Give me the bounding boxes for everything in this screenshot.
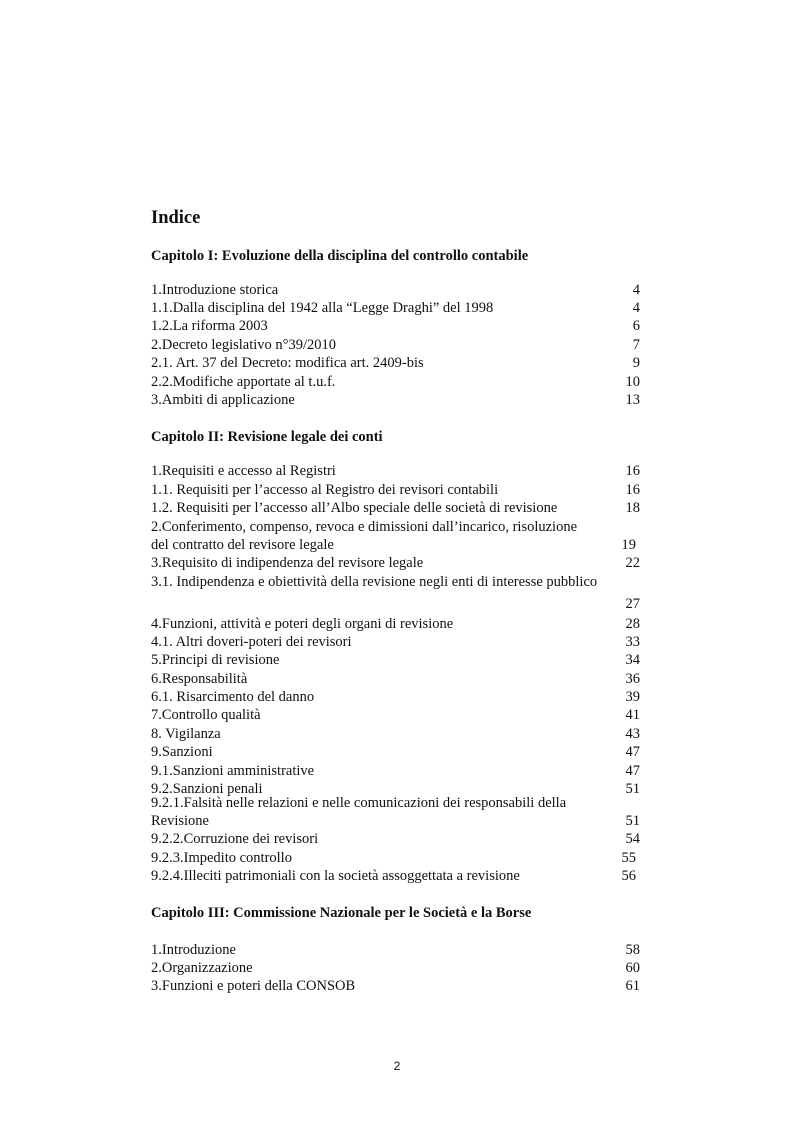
toc-entry-page: 60 <box>625 960 640 976</box>
toc-entry-text: 6.1. Risarcimento del danno <box>151 689 315 705</box>
toc-entry-text: 3.1. Indipendenza e obiettività della revisione negli enti di interesse pubblico <box>151 574 598 590</box>
toc-entry-page: 61 <box>625 978 640 994</box>
toc-entry-text: del contratto del revisore legale <box>151 537 334 553</box>
toc-entry-page: 54 <box>625 831 640 847</box>
toc-entry-text: 2.1. Art. 37 del Decreto: modifica art. 2409-bis <box>151 355 424 371</box>
toc-entry-page: 55 <box>621 850 636 866</box>
toc-entry-page: 56 <box>621 868 636 884</box>
toc-entry-text: 9.1.Sanzioni amministrative <box>151 763 315 779</box>
toc-entry-page: 28 <box>625 616 640 632</box>
toc-entry-page: 27 <box>625 596 640 612</box>
page-number: 2 <box>393 1059 401 1073</box>
toc-entry-page: 41 <box>625 707 640 723</box>
toc-entry-text: 3.Funzioni e poteri della CONSOB <box>151 978 356 994</box>
chapter-heading: Capitolo III: Commissione Nazionale per le Società e la Borse <box>151 905 532 921</box>
toc-entry-page: 47 <box>625 763 640 779</box>
toc-entry-text: 6.Responsabilità <box>151 671 248 687</box>
toc-entry-text: 4.Funzioni, attività e poteri degli organi di revisione <box>151 616 454 632</box>
toc-entry-page: 34 <box>625 652 640 668</box>
toc-entry-text: Revisione <box>151 813 209 829</box>
toc-entry-text: 2.2.Modifiche apportate al t.u.f. <box>151 374 336 390</box>
toc-entry-page: 10 <box>625 374 640 390</box>
toc-entry-text: 7.Controllo qualità <box>151 707 261 723</box>
toc-entry-text: 3.Ambiti di applicazione <box>151 392 295 408</box>
toc-entry-text: 1.1.Dalla disciplina del 1942 alla “Legge Draghi” del 1998 <box>151 300 494 316</box>
toc-entry-text: 9.2.4.Illeciti patrimoniali con la società assoggettata a revisione <box>151 868 520 884</box>
toc-entry-text: 4.1. Altri doveri-poteri dei revisori <box>151 634 352 650</box>
toc-entry-page: 22 <box>625 555 640 571</box>
toc-entry-page: 16 <box>625 482 640 498</box>
toc-entry-page: 51 <box>625 781 640 797</box>
toc-entry-page: 39 <box>625 689 640 705</box>
toc-entry-page: 4 <box>632 282 640 298</box>
toc-entry-text: 1.Introduzione <box>151 942 236 958</box>
toc-entry-text: 1.Introduzione storica <box>151 282 279 298</box>
index-title: Indice <box>151 208 201 228</box>
toc-entry-page: 43 <box>625 726 640 742</box>
toc-entry-text: 1.2. Requisiti per l’accesso all’Albo speciale delle società di revisione <box>151 500 558 516</box>
toc-entry-text: 3.Requisito di indipendenza del revisore legale <box>151 555 424 571</box>
toc-entry-page: 58 <box>625 942 640 958</box>
toc-entry-text: 2.Organizzazione <box>151 960 253 976</box>
toc-entry-page: 4 <box>632 300 640 316</box>
toc-entry-text: 9.2.1.Falsità nelle relazioni e nelle comunicazioni dei responsabili della <box>151 795 567 811</box>
toc-entry-text: 1.2.La riforma 2003 <box>151 318 268 334</box>
toc-entry-page: 47 <box>625 744 640 760</box>
toc-entry-text: 5.Principi di revisione <box>151 652 280 668</box>
toc-entry-page: 19 <box>621 537 636 553</box>
chapter-heading: Capitolo I: Evoluzione della disciplina del controllo contabile <box>151 248 529 264</box>
toc-entry-text: 2.Conferimento, compenso, revoca e dimissioni dall’incarico, risoluzione <box>151 519 578 535</box>
toc-entry-text: 9.Sanzioni <box>151 744 213 760</box>
toc-entry-text: 9.2.Sanzioni penali <box>151 781 263 797</box>
toc-entry-page: 51 <box>625 813 640 829</box>
toc-entry-text: 9.2.3.Impedito controllo <box>151 850 292 866</box>
toc-entry-page: 13 <box>625 392 640 408</box>
toc-entry-text: 1.1. Requisiti per l’accesso al Registro dei revisori contabili <box>151 482 499 498</box>
toc-entry-page: 6 <box>632 318 640 334</box>
toc-entry-page: 36 <box>625 671 640 687</box>
toc-entry-page: 16 <box>625 463 640 479</box>
toc-entry-text: 2.Decreto legislativo n°39/2010 <box>151 337 336 353</box>
chapter-heading: Capitolo II: Revisione legale dei conti <box>151 429 383 445</box>
toc-entry-page: 18 <box>625 500 640 516</box>
toc-entry-text: 1.Requisiti e accesso al Registri <box>151 463 336 479</box>
toc-entry-text: 8. Vigilanza <box>151 726 221 742</box>
toc-entry-page: 9 <box>632 355 640 371</box>
toc-entry-page: 7 <box>632 337 640 353</box>
toc-entry-text: 9.2.2.Corruzione dei revisori <box>151 831 319 847</box>
toc-entry-page: 33 <box>625 634 640 650</box>
